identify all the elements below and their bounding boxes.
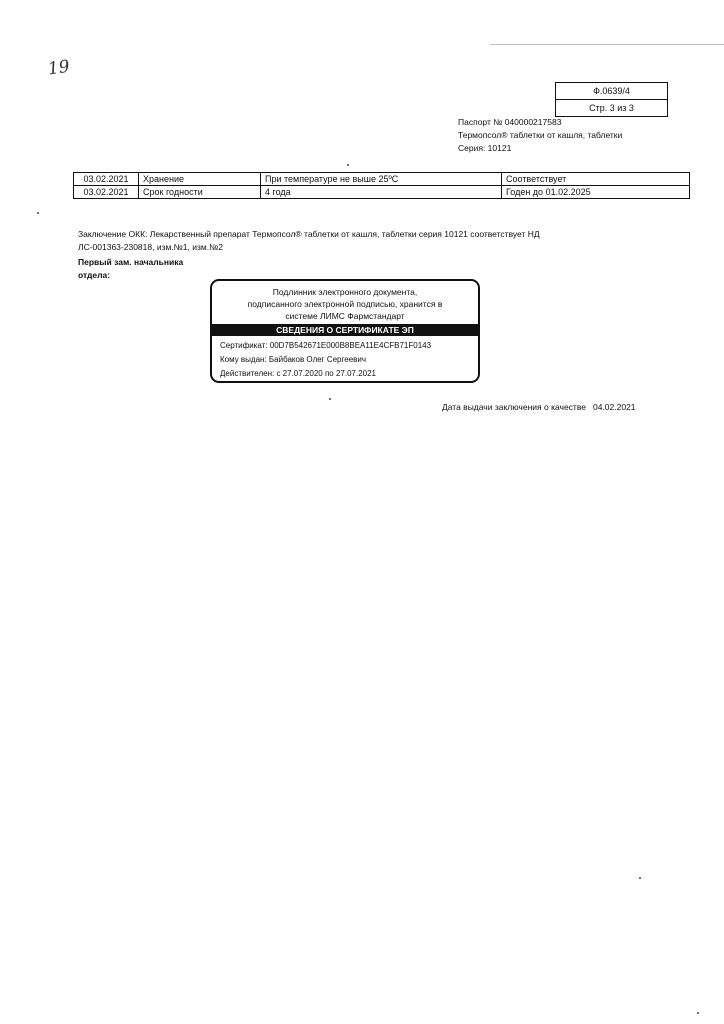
table-cell-norm: При температуре не выше 25ºС [261, 173, 502, 186]
scan-speck [347, 164, 349, 166]
conclusion-line: Заключение ОКК: Лекарственный препарат Термопсол® таблетки от кашля, таблетки серия 10121 соответствует НД [78, 229, 540, 239]
scan-artifact-line [490, 44, 724, 45]
handwritten-page-number: 19 [46, 56, 71, 80]
table-cell-date: 03.02.2021 [74, 186, 139, 199]
table-row [74, 173, 690, 186]
electronic-signature-stamp [210, 279, 480, 383]
issue-date-line [442, 402, 636, 412]
series-number: Серия: 10121 [458, 143, 512, 153]
issue-date-value: 04.02.2021 [592, 402, 636, 412]
passport-info [458, 116, 622, 155]
stamp-header-line: подписанного электронной подписью, хранится в [247, 299, 443, 309]
form-code-box [555, 82, 668, 117]
test-results-table [73, 172, 690, 199]
product-name: Термопсол® таблетки от кашля, таблетки [458, 130, 623, 140]
form-code: Ф.0639/4 [593, 86, 630, 96]
scan-speck [37, 212, 39, 214]
certificate-validity: Действителен: с 27.07.2020 по 27.07.2021 [220, 369, 376, 378]
table-cell-test: Хранение [139, 173, 261, 186]
scan-speck [639, 877, 641, 879]
table-cell-norm: 4 года [261, 186, 502, 199]
issue-date-label: Дата выдачи заключения о качестве [442, 402, 586, 412]
stamp-header-line: Подлинник электронного документа, [272, 287, 418, 297]
passport-number: Паспорт № 040000217583 [458, 117, 562, 127]
signatory-line: отдела: [78, 270, 111, 280]
page-counter: Стр. 3 из 3 [556, 99, 667, 116]
table-cell-date: 03.02.2021 [74, 173, 139, 186]
table-row [74, 186, 690, 199]
table-cell-test: Срок годности [139, 186, 261, 199]
stamp-details [212, 336, 478, 381]
stamp-certificate-band: СВЕДЕНИЯ О СЕРТИФИКАТЕ ЭП [212, 324, 478, 336]
table-cell-result: Соответствует [502, 173, 690, 186]
scan-speck [697, 1012, 699, 1014]
conclusion-line: ЛС-001363-230818, изм.№1, изм.№2 [78, 242, 223, 252]
stamp-header [212, 281, 478, 322]
signatory-title [78, 256, 183, 282]
table-cell-result: Годен до 01.02.2025 [502, 186, 690, 199]
certificate-number: Сертификат: 00D7B542671E000B8BEA11E4CFB71F0143 [220, 341, 432, 350]
stamp-header-line: системе ЛИМС Фармстандарт [285, 311, 405, 321]
signatory-line: Первый зам. начальника [78, 257, 184, 267]
scan-speck [329, 398, 331, 400]
certificate-owner: Кому выдан: Байбаков Олег Сергеевич [220, 355, 367, 364]
qc-conclusion [78, 228, 548, 254]
